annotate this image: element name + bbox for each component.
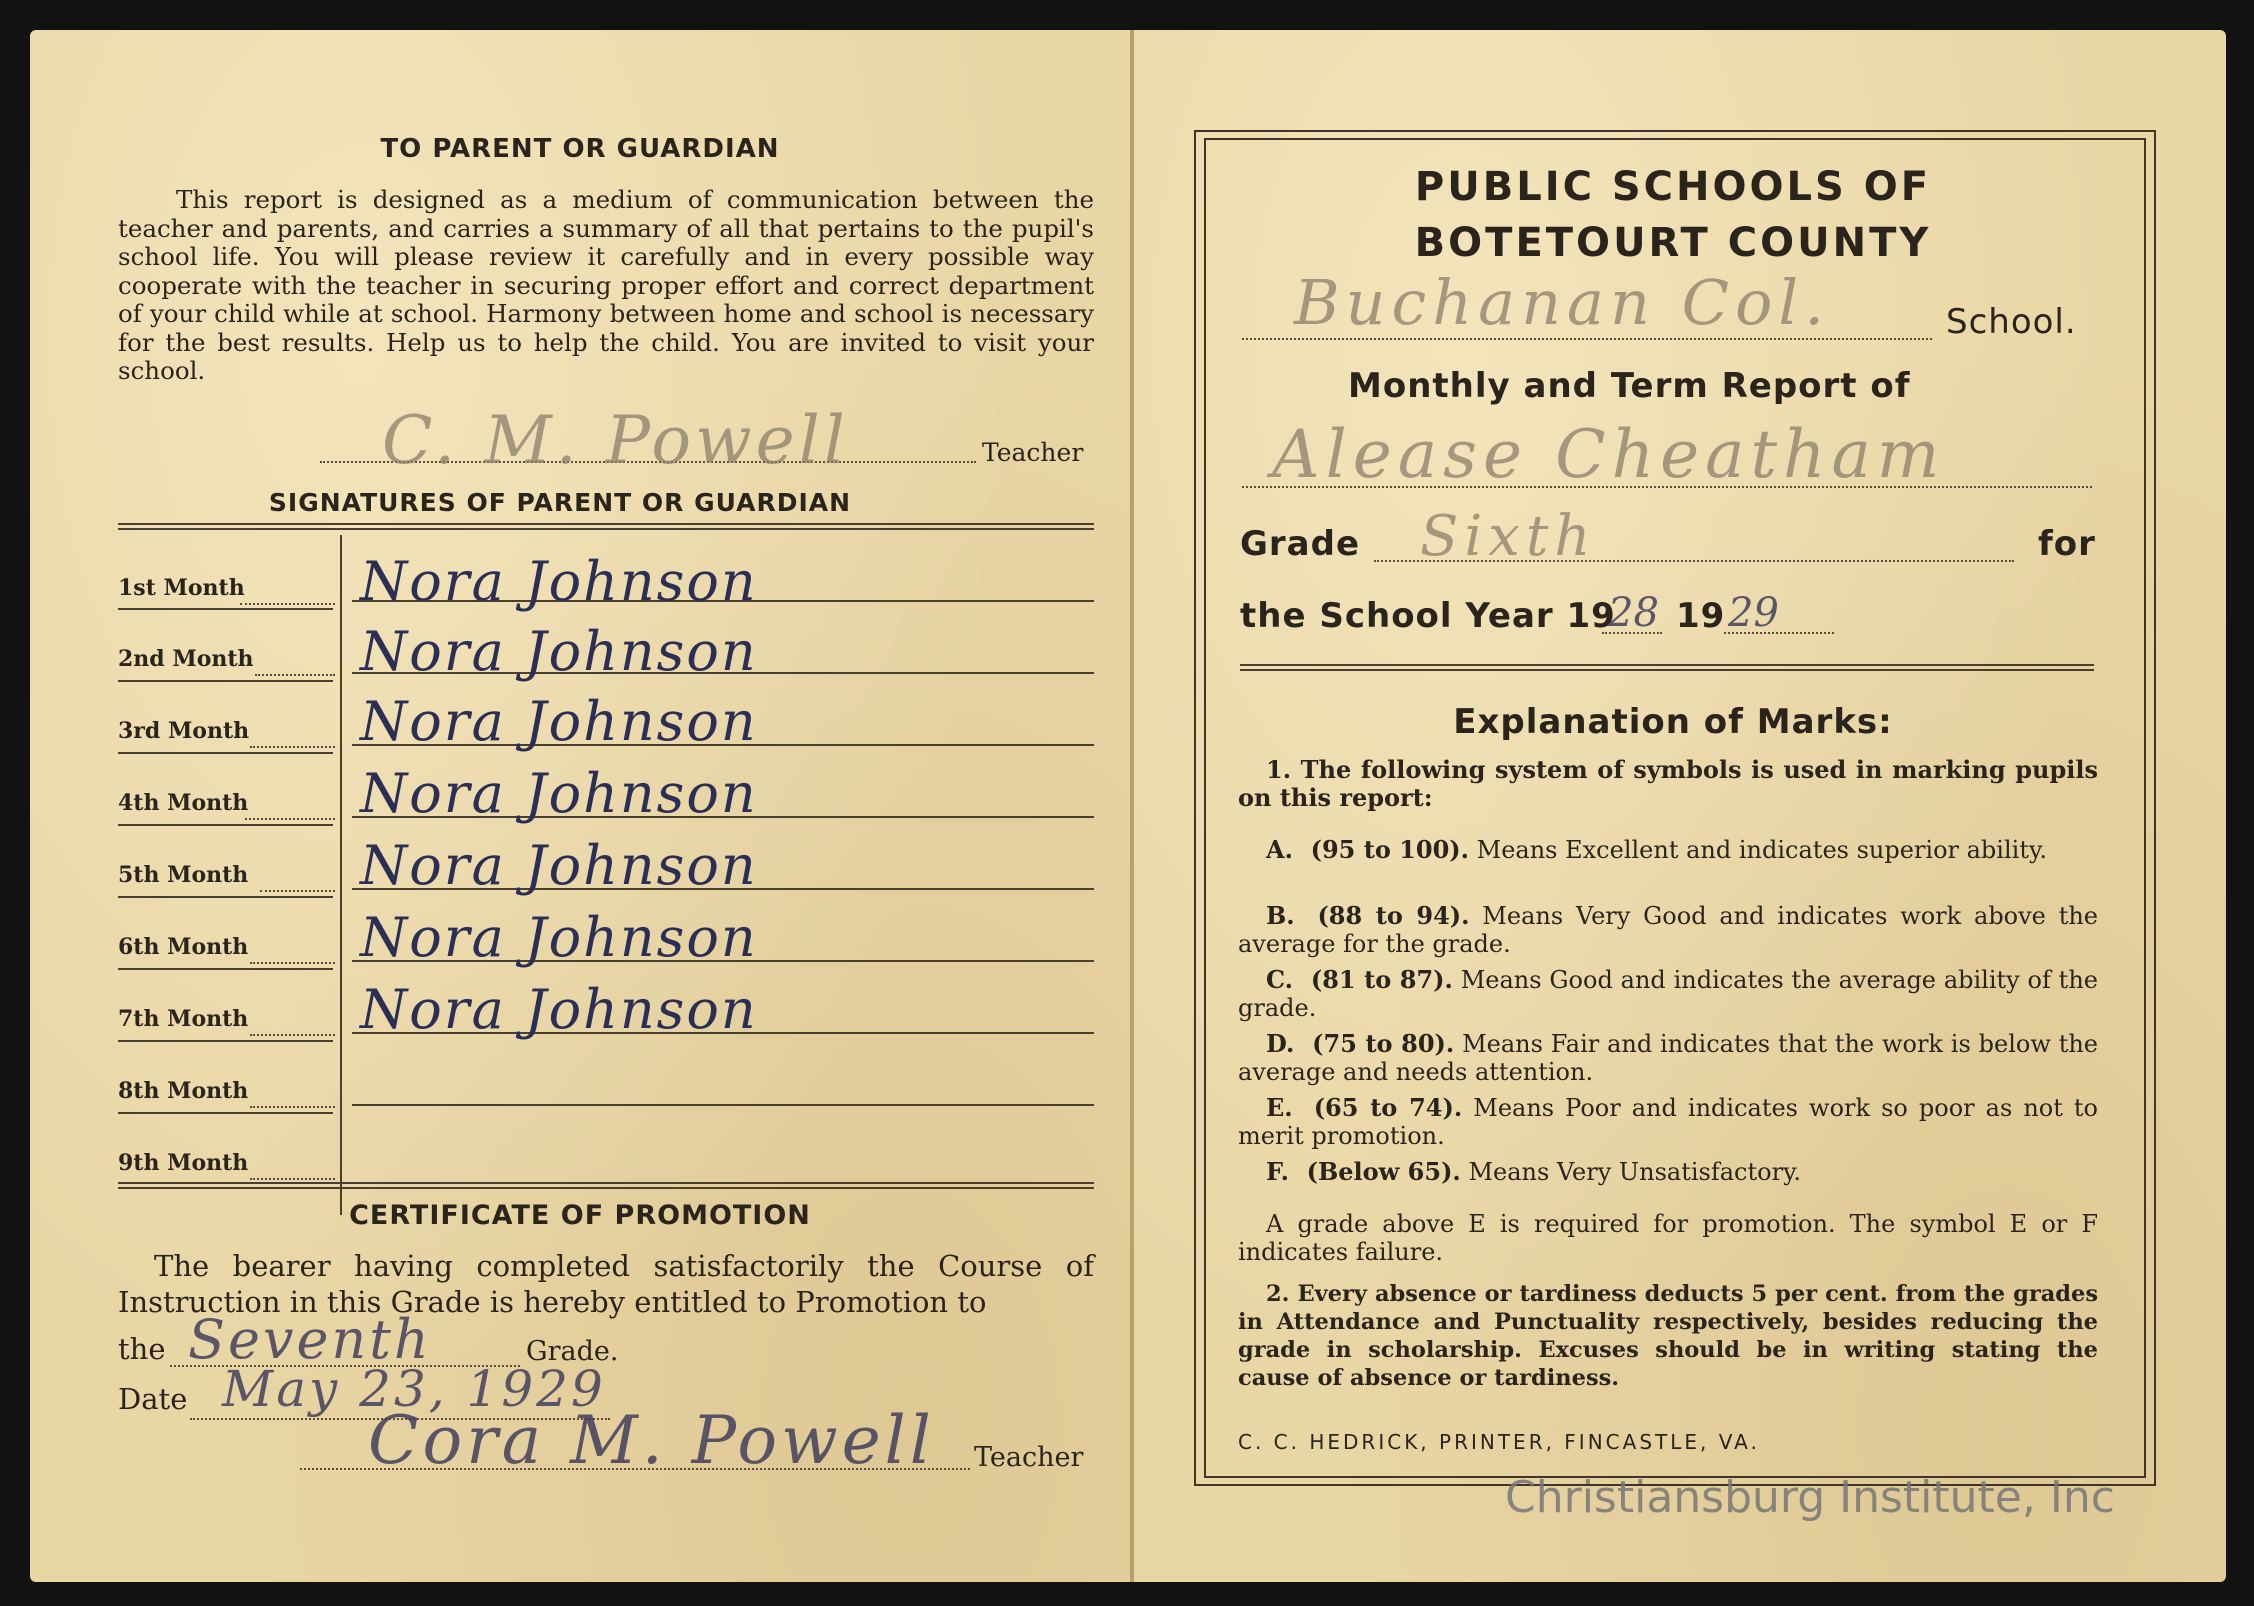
- certificate-heading: CERTIFICATE OF PROMOTION: [349, 1200, 811, 1231]
- grade-label: Grade: [1240, 524, 1361, 564]
- month-label: 1st Month: [118, 575, 245, 601]
- month-rule: [118, 824, 333, 826]
- month-label: 5th Month: [118, 862, 249, 888]
- mark-grade: A.: [1266, 835, 1293, 864]
- mark-grade: E.: [1266, 1093, 1293, 1122]
- month-label-dots: [250, 746, 335, 748]
- parent-guardian-heading: TO PARENT OR GUARDIAN: [380, 134, 780, 164]
- mark-row-d: [1238, 1030, 2098, 1086]
- grade-word: Grade.: [526, 1336, 619, 1367]
- signatures-top-rule: [118, 523, 1094, 530]
- explanation-heading: Explanation of Marks:: [1453, 702, 1893, 742]
- mark-row-b: [1238, 902, 2098, 958]
- teacher-signature: C. M. Powell: [382, 402, 849, 479]
- mark-row-a: [1238, 836, 2098, 864]
- month-label: 6th Month: [118, 934, 249, 960]
- mark-text: Means Fair and indicates that the work is below the average and needs attention.: [1238, 1030, 2098, 1086]
- parent-signature: Nora Johnson: [360, 834, 758, 897]
- month-rule: [118, 968, 333, 970]
- month-rule: [118, 896, 333, 898]
- month-label-dots: [260, 890, 335, 892]
- promotion-note: A grade above E is required for promotion. The symbol E or F indicates failure.: [1238, 1210, 2098, 1266]
- parent-signature: Nora Johnson: [360, 620, 758, 683]
- report-of: Monthly and Term Report of: [1348, 366, 1911, 406]
- parent-signature: Nora Johnson: [360, 978, 758, 1041]
- month-rule: [118, 608, 333, 610]
- mark-range: (81 to 87).: [1310, 965, 1453, 994]
- certificate-text: The bearer having completed satisfactorily the Course of Instruction in this Grade is hereby entitled to Promotion to: [118, 1249, 1094, 1319]
- school-label: School.: [1946, 302, 2077, 342]
- month-label: 3rd Month: [118, 718, 250, 744]
- month-rule: [118, 1112, 333, 1114]
- mark-range: (95 to 100).: [1310, 835, 1469, 864]
- mark-grade: B.: [1266, 901, 1295, 930]
- year-end: 29: [1728, 590, 1779, 636]
- month-label: 2nd Month: [118, 646, 254, 672]
- mark-range: (Below 65).: [1306, 1157, 1461, 1186]
- explanation-2: 2. Every absence or tardiness deducts 5 per cent. from the grades in Attendance and Punctuality respectively, besides reducing the grade in scholarship. Excuses should be in writing stating the cause of absence or tardiness.: [1238, 1281, 2098, 1391]
- school-year-label: the School Year 19: [1240, 596, 1616, 636]
- mark-text: Means Very Good and indicates work above the average for the grade.: [1238, 902, 2098, 958]
- title-line-2: BOTETOURT COUNTY: [1414, 220, 1932, 266]
- mark-range: (88 to 94).: [1317, 901, 1470, 930]
- parent-signature: Nora Johnson: [360, 550, 758, 613]
- month-label: 8th Month: [118, 1078, 249, 1104]
- month-label-dots: [250, 962, 335, 964]
- grade-written: Sixth: [1420, 504, 1597, 569]
- mark-row-f: [1238, 1158, 2098, 1186]
- year-mid: 19: [1676, 596, 1726, 636]
- title-line-1: PUBLIC SCHOOLS OF: [1414, 164, 1932, 210]
- explanation-1: 1. The following system of symbols is used in marking pupils on this report:: [1238, 755, 2098, 812]
- date-label: Date: [118, 1382, 188, 1416]
- month-label: 7th Month: [118, 1006, 249, 1032]
- mark-range: (65 to 74).: [1313, 1093, 1463, 1122]
- mark-text: Means Excellent and indicates superior ability.: [1476, 836, 2047, 864]
- signatures-bottom-rule: [118, 1182, 1094, 1189]
- teacher-label: Teacher: [982, 438, 1084, 467]
- signature-line: [352, 1104, 1094, 1106]
- month-label-dots: [240, 603, 335, 605]
- mark-range: (75 to 80).: [1312, 1029, 1455, 1058]
- promoted-grade: Seventh: [188, 1308, 432, 1371]
- month-label-dots: [250, 1034, 335, 1036]
- school-name: Buchanan Col.: [1294, 266, 1830, 339]
- month-label-dots: [250, 1106, 335, 1108]
- promotion-date: May 23, 1929: [222, 1360, 606, 1418]
- year-start: 28: [1608, 590, 1659, 636]
- month-label: 4th Month: [118, 790, 249, 816]
- cert-teacher-label: Teacher: [974, 1442, 1084, 1473]
- for-label: for: [2038, 524, 2096, 564]
- parent-signature: Nora Johnson: [360, 762, 758, 825]
- mark-text: Means Very Unsatisfactory.: [1468, 1158, 1802, 1186]
- month-rule: [118, 1040, 333, 1042]
- signatures-divider: [340, 535, 342, 1215]
- header-rule: [1240, 664, 2094, 671]
- month-rule: [118, 680, 333, 682]
- intro-paragraph: This report is designed as a medium of communication between the teacher and parents, and carries a summary of all that pertains to the pupil's school life. You will please review it carefully and in every possible way cooperate with the teacher in securing proper effort and correct department of your child while at school. Harmony between home and school is necessary for the best results. Help us to help the child. You are invited to visit your school.: [118, 185, 1094, 385]
- month-rule: [118, 752, 333, 754]
- mark-text: Means Good and indicates the average ability of the grade.: [1238, 966, 2098, 1022]
- month-label: 9th Month: [118, 1150, 249, 1176]
- mark-row-c: [1238, 966, 2098, 1022]
- month-label-dots: [250, 1178, 335, 1180]
- mark-grade: F.: [1266, 1157, 1289, 1186]
- mark-grade: C.: [1266, 965, 1294, 994]
- printer-line: C. C. HEDRICK, PRINTER, FINCASTLE, VA.: [1238, 1430, 1760, 1454]
- right-page: [1134, 30, 2226, 1582]
- month-label-dots: [255, 674, 335, 676]
- mark-grade: D.: [1266, 1029, 1295, 1058]
- pupil-name: Alease Cheatham: [1272, 416, 1946, 493]
- month-label-dots: [245, 818, 335, 820]
- certificate-the: the: [118, 1332, 166, 1366]
- cert-teacher-signature: Cora M. Powell: [368, 1402, 935, 1479]
- signatures-heading: SIGNATURES OF PARENT OR GUARDIAN: [268, 488, 852, 517]
- left-page: [30, 30, 1130, 1582]
- parent-signature: Nora Johnson: [360, 690, 758, 753]
- watermark: Christiansburg Institute, Inc: [1505, 1472, 2115, 1523]
- mark-text: Means Poor and indicates work so poor as not to merit promotion.: [1238, 1094, 2098, 1150]
- parent-signature: Nora Johnson: [360, 906, 758, 969]
- mark-row-e: [1238, 1094, 2098, 1150]
